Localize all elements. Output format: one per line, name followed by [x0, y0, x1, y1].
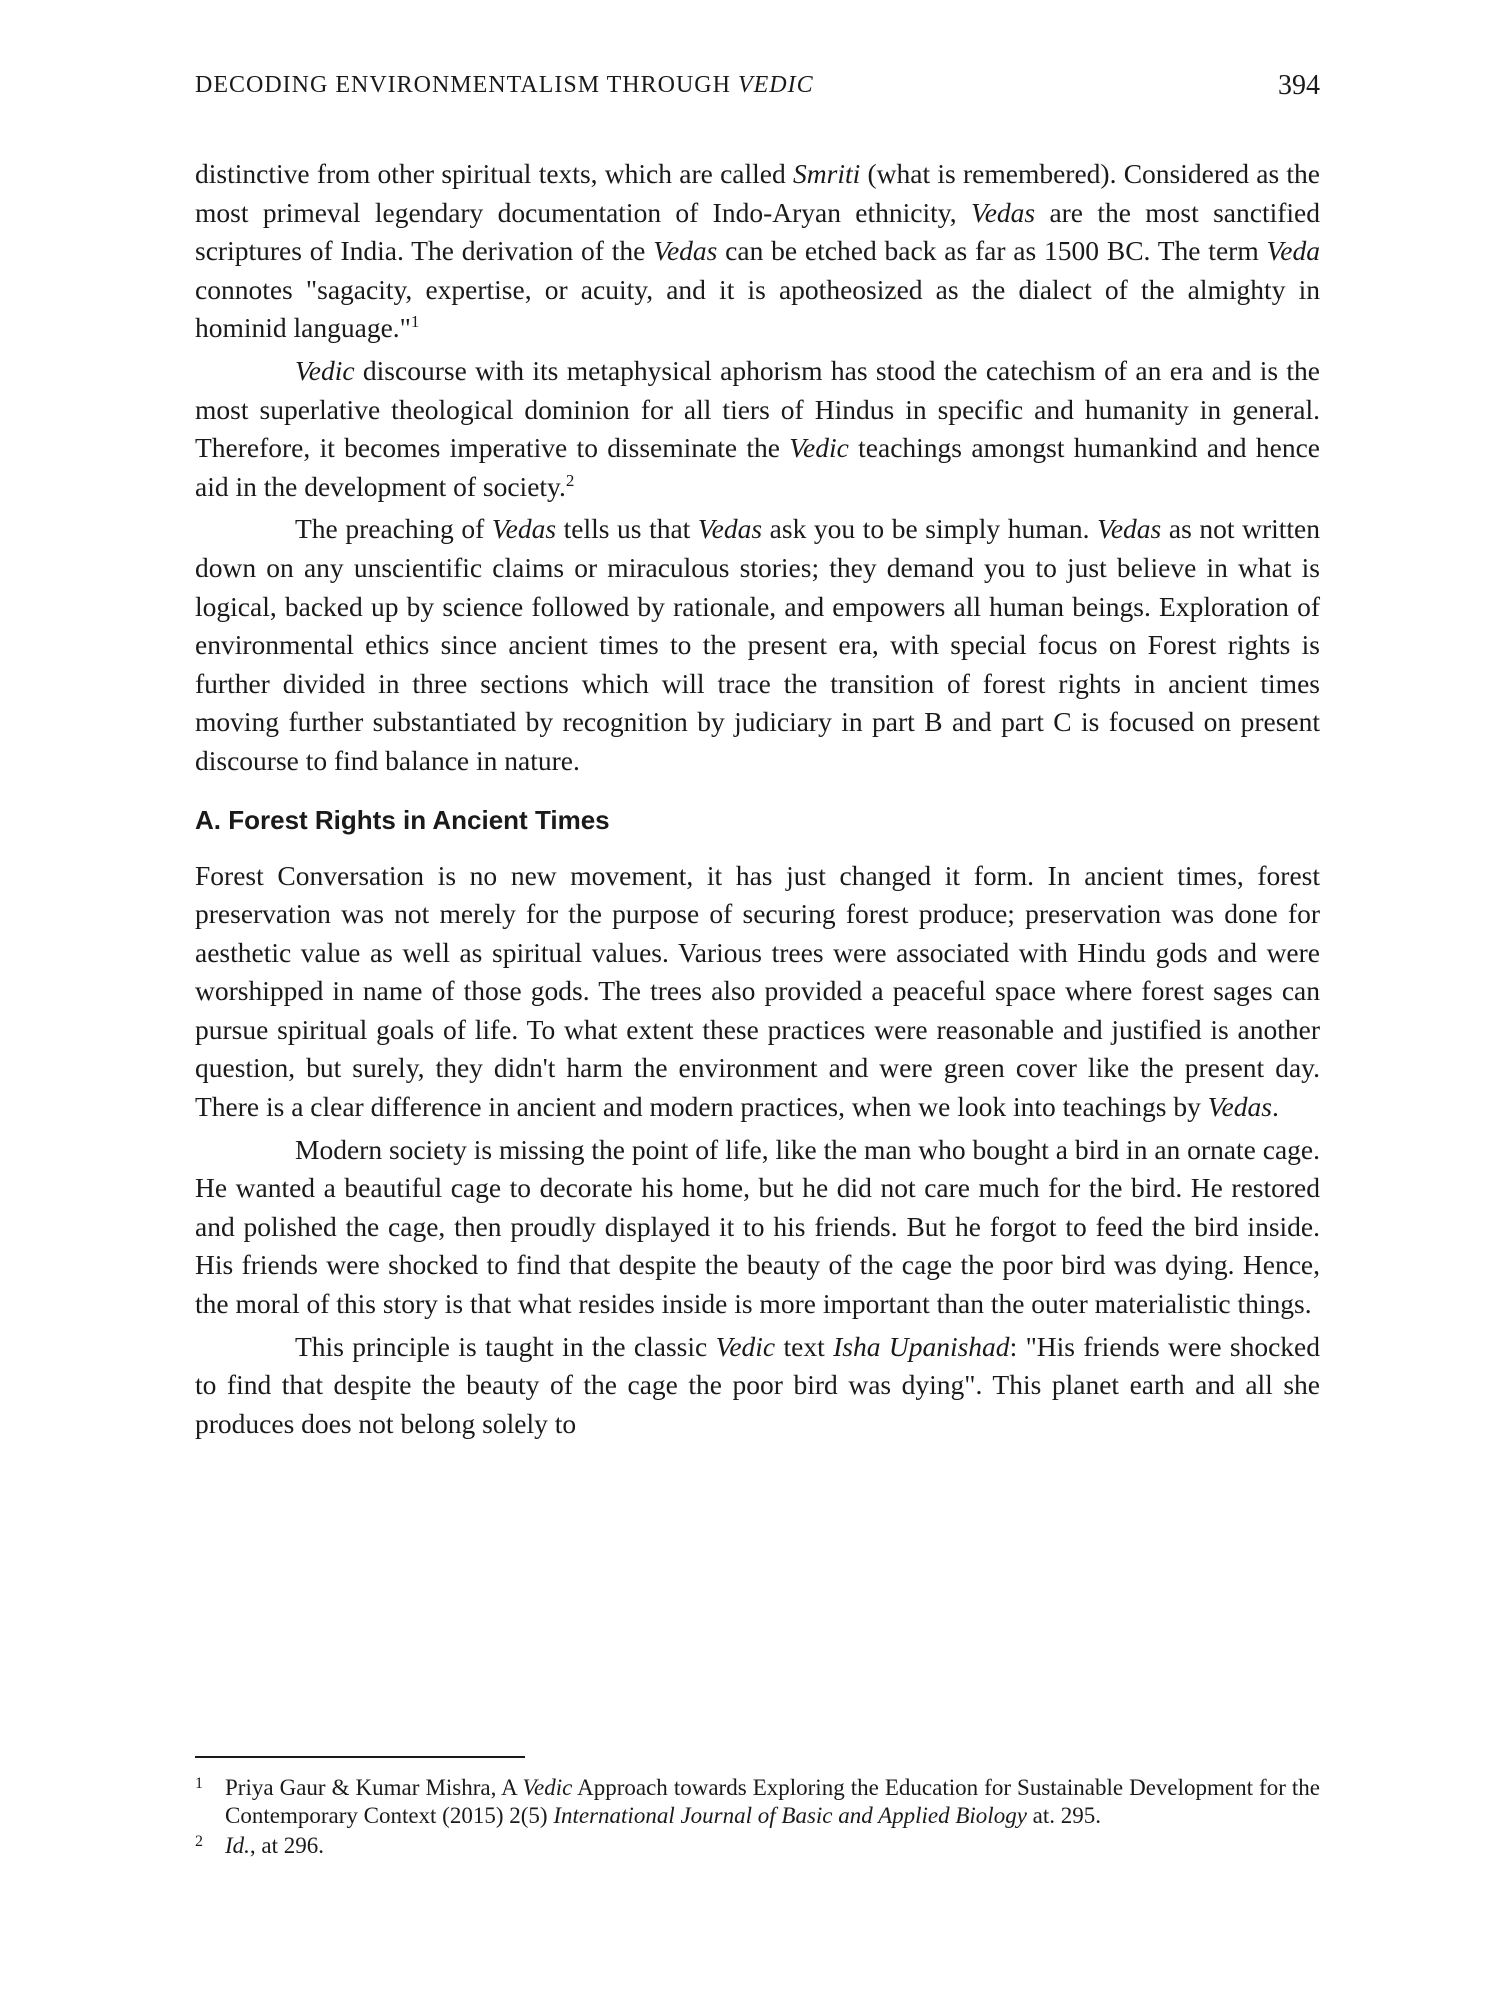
paragraph-4: Forest Conversation is no new movement, it has just changed it form. In ancient times, forest preservation was not merely for the purpose of securing forest produce; preservation was done for aesthetic value as well as spiritual values. Various trees were associated with Hindu gods and were worshipped in name of those gods. The trees also provided a peaceful space where forest sages can pursue spiritual goals of life. To what extent these practices were reasonable and justified is another question, but surely, they didn't harm the environment and were green cover like the present day. There is a clear difference in ancient and modern practices, when we look into teachings by Vedas.	[195, 859, 1320, 1123]
section-heading: A. Forest Rights in Ancient Times	[195, 804, 610, 835]
footnote-number: 2	[195, 1833, 203, 1850]
footnote-ref-1[interactable]: 1	[410, 312, 420, 332]
footnote-number: 1	[195, 1775, 203, 1792]
paragraph-3: The preaching of Vedas tells us that Vedas ask you to be simply human. Vedas as not written down on any unscientific claims or miraculous stories; they demand you to just believe in what is logical, backed up by science followed by rationale, and empowers all human beings. Exploration of environmental ethics since ancient times to the present era, with special focus on Forest rights is further divided in three sections which will trace the transition of forest rights in ancient times moving further substantiated by recognition by judiciary in part B and part C is focused on present discourse to find balance in nature.	[195, 513, 1320, 776]
footnote-ref-2[interactable]: 2	[565, 470, 575, 490]
footnote-rule	[195, 1756, 525, 1758]
running-head-title: DECODING ENVIRONMENTALISM THROUGH VEDIC	[195, 72, 814, 98]
paragraph-6: This principle is taught in the classic Vedic text Isha Upanishad: "His friends were shocked to find that despite the beauty of the cage the poor bird was dying". This planet earth and all she produces does not belong solely to	[195, 1330, 1321, 1439]
body-text	[195, 155, 1320, 1443]
running-head	[195, 72, 1320, 108]
paragraph-1: distinctive from other spiritual texts, which are called Smriti (what is remembered). Considered as the most primeval legendary documentation of Indo-Aryan ethnicity, Vedas are the most sanctified scriptures of India. The derivation of the Vedas can be etched back as far as 1500 BC. The term Veda connotes "sagacity, expertise, or acuity, and it is apotheosized as the dialect of the almighty in hominid language."$^1$	[195, 158, 1321, 344]
paragraph-5: Modern society is missing the point of life, like the man who bought a bird in an ornate cage. He wanted a beautiful cage to decorate his home, but he did not care much for the bird. He restored and polished the cage, then proudly displayed it to his friends. But he forgot to feed the bird inside. His friends were shocked to find that despite the beauty of the cage the poor bird was dying. Hence, the moral of this story is that what resides inside is more important than the outer materialistic things.	[195, 1133, 1320, 1320]
footnotes	[195, 1774, 1320, 1862]
page-number: 394	[1278, 70, 1320, 101]
paragraph-2: Vedic discourse with its metaphysical aphorism has stood the catechism of an era and is the most superlative theological dominion for all tiers of Hindus in specific and humanity in general. Therefore, it becomes imperative to disseminate the Vedic teachings amongst humankind and hence aid in the development of society.$^2$	[195, 354, 1320, 502]
footnote-1: 1 Priya Gaur & Kumar Mishra, A Vedic Approach towards Exploring the Education for Sustainable Development for the Contemporary Context (2015) 2(5) International Journal of Basic and Applied Biology at. 295.	[195, 1774, 1320, 1830]
footnote-2: 2 Id., at 296.	[195, 1832, 1320, 1860]
document-page	[195, 0, 1320, 2000]
